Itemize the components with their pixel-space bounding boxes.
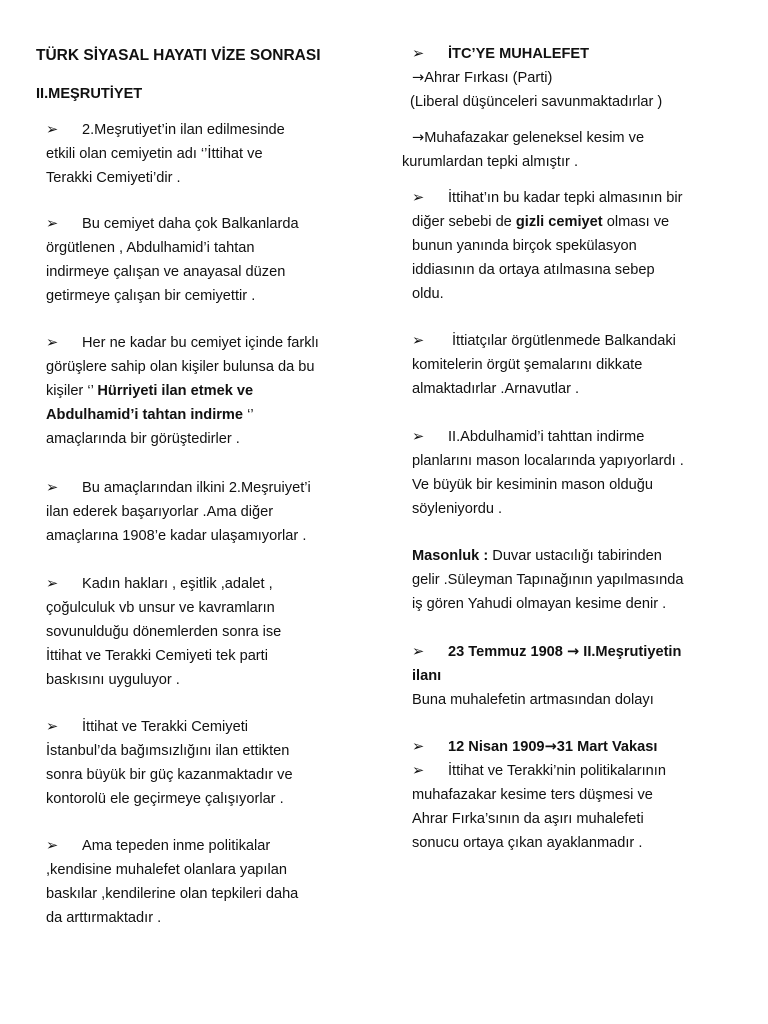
text-line: iddiasının da ortaya atılmasına sebep <box>412 262 655 278</box>
bullet-icon: ➢ <box>46 718 59 735</box>
text-line: İttiatçılar örgütlenmede Balkandaki <box>452 333 676 349</box>
bullet-icon: ➢ <box>412 428 425 445</box>
section-heading: II.MEŞRUTİYET <box>36 86 143 102</box>
bold-text: Abdulhamid’i tahtan indirme <box>46 407 244 423</box>
text-line: baskısını uyguluyor . <box>46 672 180 688</box>
bullet-icon: ➢ <box>46 479 59 496</box>
text-line: Ama tepeden inme politikalar <box>82 838 271 854</box>
text-line: Ahrar Fırka’sının da aşırı muhalefeti <box>412 811 644 827</box>
date-text: 12 Nisan 1909 <box>448 739 545 755</box>
text-line: Her ne kadar bu cemiyet içinde farklı <box>82 335 319 351</box>
text-line: da arttırmaktadır . <box>46 910 162 926</box>
text-span: 31 Mart Vakası <box>556 739 658 755</box>
text-line: görüşlere sahip olan kişiler bulunsa da bu <box>46 359 315 375</box>
bold-text: Hürriyeti ilan etmek ve <box>97 383 254 399</box>
text-span: II.Meşrutiyetin <box>579 644 682 660</box>
arrow-icon: → <box>412 129 425 146</box>
text-line <box>448 640 681 664</box>
text-line: Terakki Cemiyeti’dir . <box>46 170 181 186</box>
text-line: getirmeye çalışan bir cemiyettir . <box>46 288 256 304</box>
text-line: İttihat’ın bu kadar tepki almasının bir <box>448 190 683 206</box>
text-line: (Liberal düşünceleri savunmaktadırlar ) <box>410 94 663 110</box>
text-line: İttihat ve Terakki’nin politikalarının <box>448 763 666 779</box>
text-line <box>412 544 662 568</box>
bullet-icon: ➢ <box>412 762 425 779</box>
page-title: TÜRK SİYASAL HAYATI VİZE SONRASI <box>36 47 321 64</box>
text-line: muhafazakar kesime ters düşmesi ve <box>412 787 653 803</box>
bullet-icon: ➢ <box>46 334 59 351</box>
text-line: baskılar ,kendilerine olan tepkileri daha <box>46 886 299 902</box>
bullet-icon: ➢ <box>412 45 425 62</box>
text-span: diğer sebebi de <box>412 214 516 230</box>
bullet-icon: ➢ <box>412 643 425 660</box>
text-line: komitelerin örgüt şemalarını dikkate <box>412 357 643 373</box>
text-line: Kadın hakları , eşitlik ,adalet , <box>82 576 273 592</box>
bullet-icon: ➢ <box>46 121 59 138</box>
text-line: indirmeye çalışan ve anayasal düzen <box>46 264 286 280</box>
text-line: ilan ederek başarıyorlar .Ama diğer <box>46 504 274 520</box>
text-line <box>412 126 644 150</box>
text-line: amaçlarında bir görüştedirler . <box>46 431 240 447</box>
text-line: almaktadırlar .Arnavutlar . <box>412 381 580 397</box>
text-line: etkili olan cemiyetin adı ‘’İttihat ve <box>46 146 263 162</box>
bullet-icon: ➢ <box>412 332 425 349</box>
bullet-icon: ➢ <box>46 575 59 592</box>
date-text: 23 Temmuz 1908 <box>448 644 567 660</box>
bold-text: gizli cemiyet <box>515 214 603 230</box>
text-line: gelir .Süleyman Tapınağının yapılmasında <box>412 572 684 588</box>
text-line: Ve büyük bir kesiminin mason olduğu <box>412 477 653 493</box>
section-heading: İTC’YE MUHALEFET <box>448 46 590 62</box>
text-line: amaçlarına 1908’e kadar ulaşamıyorlar . <box>46 528 307 544</box>
text-line: bunun yanında birçok spekülasyon <box>412 238 637 254</box>
text-line <box>46 379 253 403</box>
bullet-icon: ➢ <box>46 215 59 232</box>
text-line: İttihat ve Terakki Cemiyeti tek parti <box>46 648 268 664</box>
text-line: iş gören Yahudi olmayan kesime denir . <box>412 596 667 612</box>
text-line: 2.Meşrutiyet’in ilan edilmesinde <box>82 122 285 138</box>
bullet-icon: ➢ <box>412 189 425 206</box>
bullet-icon: ➢ <box>46 837 59 854</box>
text-span: kişiler ‘’ <box>46 383 98 399</box>
arrow-icon: → <box>412 69 425 86</box>
text-line: sonra büyük bir güç kazanmaktadır ve <box>46 767 293 783</box>
text-line: İttihat ve Terakki Cemiyeti <box>82 719 248 735</box>
text-line: İstanbul’da bağımsızlığını ilan ettikten <box>46 743 290 759</box>
text-line: söyleniyordu . <box>412 501 503 517</box>
text-line <box>448 735 657 759</box>
text-line: örgütlenen , Abdulhamid’i tahtan <box>46 240 255 256</box>
text-line: Buna muhalefetin artmasından dolayı <box>412 692 654 708</box>
text-line <box>46 403 254 427</box>
text-span: Ahrar Fırkası (Parti) <box>424 70 553 86</box>
arrow-icon: → <box>544 738 557 755</box>
text-line: sovunulduğu dönemlerden sonra ise <box>46 624 282 640</box>
text-line: ilanı <box>412 668 442 684</box>
text-span: ‘’ <box>243 407 254 423</box>
text-line <box>412 66 552 90</box>
arrow-icon: → <box>566 643 580 660</box>
text-line: kontorolü ele geçirmeye çalışıyorlar . <box>46 791 284 807</box>
text-line: Bu cemiyet daha çok Balkanlarda <box>82 216 299 232</box>
text-line: planlarını mason localarında yapıyorlardı . <box>412 453 684 469</box>
text-span: olması ve <box>602 214 670 230</box>
text-line: II.Abdulhamid’i tahttan indirme <box>448 429 645 445</box>
text-line <box>412 210 669 234</box>
text-span: Duvar ustacılığı tabirinden <box>488 548 662 564</box>
term-label: Masonluk : <box>412 548 489 564</box>
text-span: Muhafazakar geleneksel kesim ve <box>424 130 645 146</box>
text-line: kurumlardan tepki almıştır . <box>402 154 578 170</box>
text-line: oldu. <box>412 286 444 302</box>
text-line: Bu amaçlarından ilkini 2.Meşruiyet’i <box>82 480 311 496</box>
text-line: çoğulculuk vb unsur ve kavramların <box>46 600 275 616</box>
bullet-icon: ➢ <box>412 738 425 755</box>
text-line: ,kendisine muhalefet olanlara yapılan <box>46 862 287 878</box>
text-line: sonucu ortaya çıkan ayaklanmadır . <box>412 835 643 851</box>
